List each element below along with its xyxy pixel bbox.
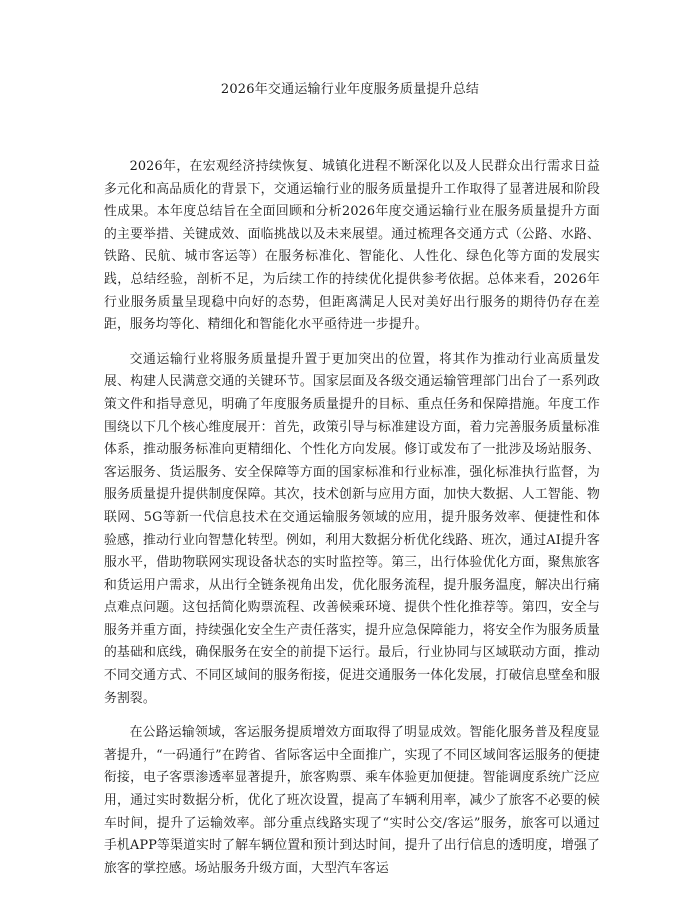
paragraph-overview: 交通运输行业将服务质量提升置于更加突出的位置，将其作为推动行业高质量发展、构建人民满意交通的关键环节。国家层面及各级交通运输管理部门出台了一系列政策文件和指导意见，明确了年度服务质量提升的目标、重点任务和保障措施。年度工作围绕以下几个核心维度展开：首先，政策引导与标准建设方面，着力完善服务质量标准体系，推动服务标准向更精细化、个性化方向发展。修订或发布了一批涉及场站服务、客运服务、货运服务、安全保障等方面的国家标准和行业标准，强化标准执行监督，为服务质量提升提供制度保障。其次，技术创新与应用方面，加快大数据、人工智能、物联网、5G等新一代信息技术在交通运输服务领域的应用，提升服务效率、便捷性和体验感，推动行业向智慧化转型。例如，利用大数据分析优化线路、班次，通过AI提升客服水平，借助物联网实现设备状态的实时监控等。第三，出行体验优化方面，聚焦旅客和货运用户需求，从出行全链条视角出发，优化服务流程，提升服务温度，解决出行痛点难点问题。这包括简化购票流程、改善候乘环境、提供个性化推荐等。第四，安全与服务并重方面，持续强化安全生产责任落实，提升应急保障能力，将安全作为服务质量的基础和底线，确保服务在安全的前提下运行。最后，行业协同与区域联动方面，推动不同交通方式、不同区域间的服务衔接，促进交通服务一体化发展，打破信息壁垒和服务割裂。 [104,351,600,706]
paragraph-intro: 2026年，在宏观经济持续恢复、城镇化进程不断深化以及人民群众出行需求日益多元化和高品质化的背景下，交通运输行业的服务质量提升工作取得了显著进展和阶段性成果。本年度总结旨在全面回顾和分析2026年度交通运输行业在服务质量提升方面的主要举措、关键成效、面临挑战以及未来展望。通过梳理各交通方式（公路、水路、铁路、民航、城市客运等）在服务标准化、智能化、人性化、绿色化等方面的发展实践，总结经验，剖析不足，为后续工作的持续优化提供参考依据。总体来看，2026年行业服务质量呈现稳中向好的态势，但距离满足人民对美好出行服务的期待仍存在差距，服务均等化、精细化和智能化水平亟待进一步提升。 [104,159,600,333]
document-body [104,156,600,892]
document-title: 2026年交通运输行业年度服务质量提升总结 [220,82,480,97]
paragraph-road-transport: 在公路运输领域，客运服务提质增效方面取得了明显成效。智能化服务普及程度显著提升，“一码通行”在跨省、省际客运中全面推广，实现了不同区域间客运服务的便捷衔接，电子客票渗透率显著提升，旅客购票、乘车体验更加便捷。智能调度系统广泛应用，通过实时数据分析，优化了班次设置，提高了车辆利用率，减少了旅客不必要的候车时间，提升了运输效率。部分重点线路实现了“实时公交/客运”服务，旅客可以通过手机APP等渠道实时了解车辆位置和预计到达时间，提升了出行信息的透明度，增强了旅客的掌控感。场站服务升级方面，大型汽车客运 [104,725,600,876]
